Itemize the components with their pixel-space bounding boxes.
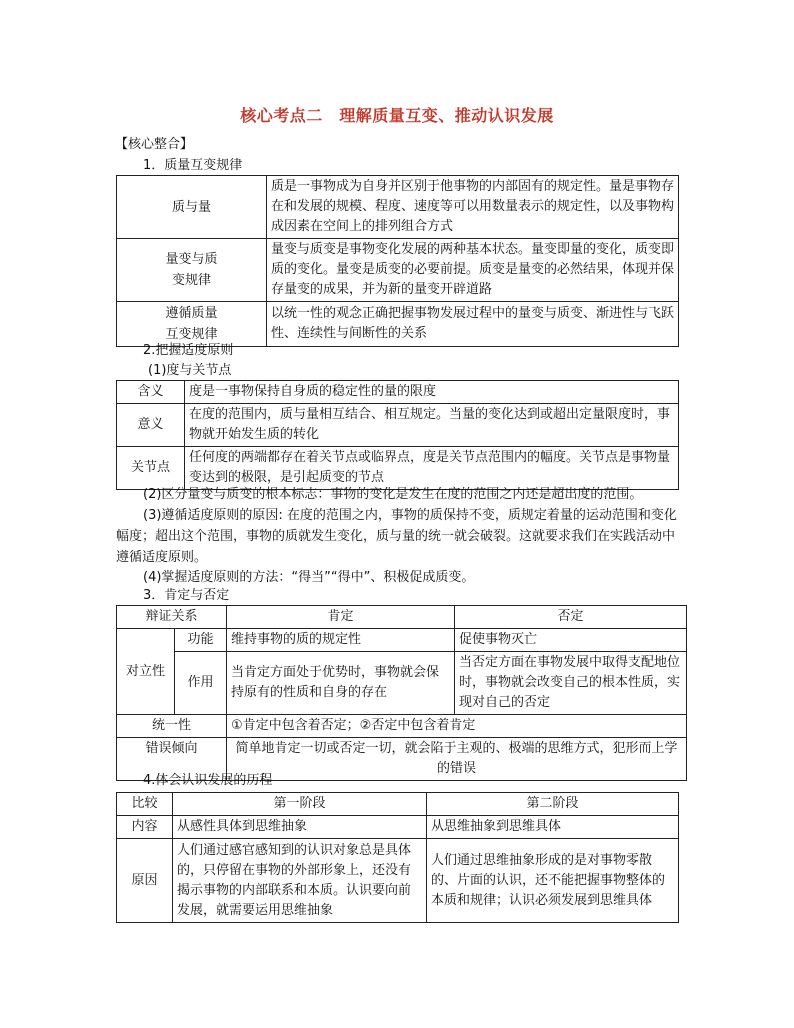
table-row <box>117 652 687 715</box>
section-3-heading: 3．肯定与否定 <box>143 588 230 603</box>
table-row <box>117 381 679 404</box>
cognition-table <box>116 792 679 923</box>
section-1-heading: 1．质量互变规律 <box>143 158 243 173</box>
cell-text: 人们通过思维抽象形成的是对事物零散的、片面的认识，还不能把握事物整体的本质和规律；认识必须发展到思维具体 <box>427 839 679 923</box>
row-label: 遵循质量 互变规律 <box>117 302 267 347</box>
section-2-p3: (3)遵循适度原则的原因: 在度的范围之内，事物的质保持不变，质规定着量的运动范围和变化幅度；超出这个范围，事物的质就发生变化，质与量的统一就会破裂。这就要求我们在实践活动中遵循适度原则。 <box>116 508 677 565</box>
degree-table <box>116 380 679 490</box>
row-text: 任何度的两端都存在着关节点或临界点，度是关节点范围内的幅度。关节点是事物量变达到的极限，是引起质变的节点 <box>185 447 679 490</box>
row-label: 对立性 <box>117 629 175 715</box>
column-header: 肯定 <box>227 606 455 629</box>
row-label: 错误倾向 <box>117 738 227 781</box>
row-text: 量变与质变是事物变化发展的两种基本状态。量变即量的变化，质变即质的变化。量变是质变的必要前提。质变是量变的必然结果，体现并保存量变的成果，并为新的量变开辟道路 <box>267 239 679 302</box>
table-row <box>117 606 687 629</box>
row-text: 度是一事物保持自身质的稳定性的量的限度 <box>185 381 679 404</box>
row-label: 含义 <box>117 381 185 404</box>
cell-text: ①肯定中包含着否定；②否定中包含着肯定 <box>227 715 687 738</box>
row-sublabel: 功能 <box>175 629 227 652</box>
row-label: 原因 <box>117 839 173 923</box>
table-row <box>117 176 679 239</box>
table-row <box>117 839 679 923</box>
row-label: 意义 <box>117 404 185 447</box>
cell-text: 当否定方面在事物发展中取得支配地位时，事物就会改变自己的根本性质，实现对自己的否定 <box>455 652 687 715</box>
section-2-p2: (2)区分量变与质变的根本标志：事物的变化是发生在度的范围之内还是超出度的范围。 <box>143 487 643 502</box>
cell-text: 促使事物灭亡 <box>455 629 687 652</box>
row-text: 在度的范围内，质与量相互结合、相互规定。当量的变化达到或超出定量限度时，事物就开始发生质的转化 <box>185 404 679 447</box>
core-heading: 【核心整合】 <box>115 137 194 152</box>
page-title: 核心考点二 理解质量互变、推动认识发展 <box>240 106 554 125</box>
cell-text: 当肯定方面处于优势时，事物就会保持原有的性质和自身的存在 <box>227 652 455 715</box>
table-row <box>117 715 687 738</box>
column-header: 辩证关系 <box>117 606 227 629</box>
law-table <box>116 175 679 347</box>
row-label: 内容 <box>117 816 173 839</box>
row-sublabel: 作用 <box>175 652 227 715</box>
table-row <box>117 629 687 652</box>
section-2-sub1: (1)度与关节点 <box>148 363 232 378</box>
cell-text: 简单地肯定一切或否定一切，就会陷于主观的、极端的思维方式，犯形而上学的错误 <box>227 738 687 781</box>
table-row <box>117 302 679 347</box>
table-row <box>117 793 679 816</box>
cell-text: 维持事物的质的规定性 <box>227 629 455 652</box>
row-label: 量变与质 变规律 <box>117 239 267 302</box>
section-4-heading: 4.体会认识发展的历程 <box>143 773 273 788</box>
row-label: 关节点 <box>117 447 185 490</box>
row-text: 以统一性的观念正确把握事物发展过程中的量变与质变、渐进性与飞跃性、连续性与间断性的关系 <box>267 302 679 347</box>
column-header: 比较 <box>117 793 173 816</box>
row-text: 质是一事物成为自身并区别于他事物的内部固有的规定性。量是事物存在和发展的规模、程度、速度等可以用数量表示的规定性，以及事物构成因素在空间上的排列组合方式 <box>267 176 679 239</box>
affirmation-table <box>116 605 687 781</box>
section-2-heading: 2.把握适度原则 <box>143 343 234 358</box>
section-2-p4: (4)掌握适度原则的方法：“得当”“得中”、积极促成质变。 <box>143 570 475 585</box>
column-header: 否定 <box>455 606 687 629</box>
cell-text: 从感性具体到思维抽象 <box>173 816 427 839</box>
row-label: 统一性 <box>117 715 227 738</box>
column-header: 第一阶段 <box>173 793 427 816</box>
cell-text: 从思维抽象到思维具体 <box>427 816 679 839</box>
table-row <box>117 404 679 447</box>
table-row <box>117 239 679 302</box>
column-header: 第二阶段 <box>427 793 679 816</box>
table-row <box>117 816 679 839</box>
row-label: 质与量 <box>117 176 267 239</box>
cell-text: 人们通过感官感知到的认识对象总是具体的，只停留在事物的外部形象上，还没有揭示事物的内部联系和本质。认识要向前发展，就需要运用思维抽象 <box>173 839 427 923</box>
